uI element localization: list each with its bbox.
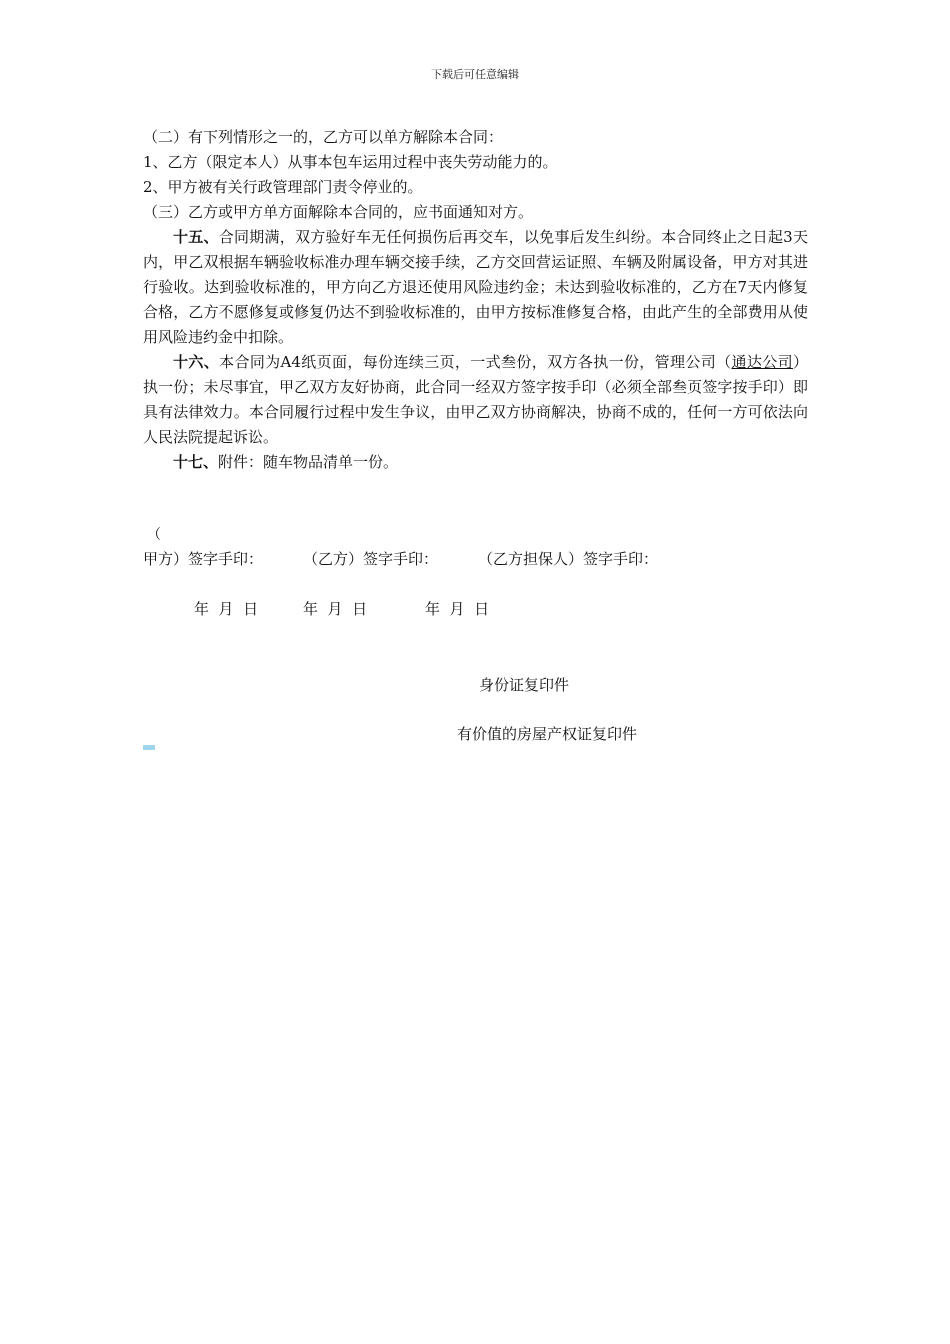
clause-16-text-b: ）执一份；未尽事宜，甲乙双方友好协商，此合同一经双方签字按手印（必须全部叁页签字按手印）即具有法律效力。本合同履行过程中发生争议，由甲乙双方协商解决，协商不成的，任何一方可依法向人民法院提起诉讼。: [143, 353, 808, 446]
guarantor-signature-label: （乙方担保人）签字手印：: [478, 550, 659, 568]
management-company-name: 通达公司: [731, 353, 793, 371]
contract-body: [143, 125, 808, 475]
party-a-signature-label: 甲方）签字手印：: [143, 550, 264, 568]
clause-15-label: 十五、: [173, 228, 219, 246]
clause-17-label: 十七、: [173, 453, 219, 471]
id-card-copy-label: 身份证复印件: [479, 676, 570, 694]
signature-open-paren: （: [147, 527, 161, 543]
highlight-marker: [143, 745, 155, 750]
clause-14-item-2: （二）有下列情形之一的，乙方可以单方解除本合同：: [143, 128, 504, 146]
party-a-date: 年 月 日: [194, 600, 259, 618]
clause-15: [143, 225, 808, 350]
party-b-signature-label: （乙方）签字手印：: [303, 550, 439, 568]
clause-14-item-3: （三）乙方或甲方单方面解除本合同的，应书面通知对方。: [143, 203, 534, 221]
clause-16-text-a: 本合同为A4纸页面，每份连续三页，一式叁份，双方各执一份，管理公司（: [219, 353, 732, 371]
clause-16-label: 十六、: [173, 353, 220, 371]
clause-14-item-2-case-1: 1、乙方（限定本人）从事本包车运用过程中丧失劳动能力的。: [143, 153, 558, 171]
clause-15-text: 合同期满，双方验好车无任何损伤后再交车，以免事后发生纠纷。本合同终止之日起3天内，甲乙双根据车辆验收标准办理车辆交接手续，乙方交回营运证照、车辆及附属设备，甲方对其进行验收。达到验收标准的，甲方向乙方退还使用风险违约金；未达到验收标准的，乙方在7天内修复合格，乙方不愿修复或修复仍达不到验收标准的，由甲方按标准修复合格，由此产生的全部费用从使用风险违约金中扣除。: [143, 228, 808, 346]
clause-14-item-2-case-2: 2、甲方被有关行政管理部门责令停业的。: [143, 178, 423, 196]
property-certificate-copy-label: 有价值的房屋产权证复印件: [457, 725, 638, 743]
clause-17: [143, 450, 808, 475]
clause-16: [143, 350, 808, 450]
guarantor-date: 年 月 日: [425, 600, 490, 618]
page-header-note: 下载后可任意编辑: [431, 68, 519, 81]
party-b-date: 年 月 日: [303, 600, 368, 618]
clause-17-text: 附件：随车物品清单一份。: [218, 453, 399, 471]
